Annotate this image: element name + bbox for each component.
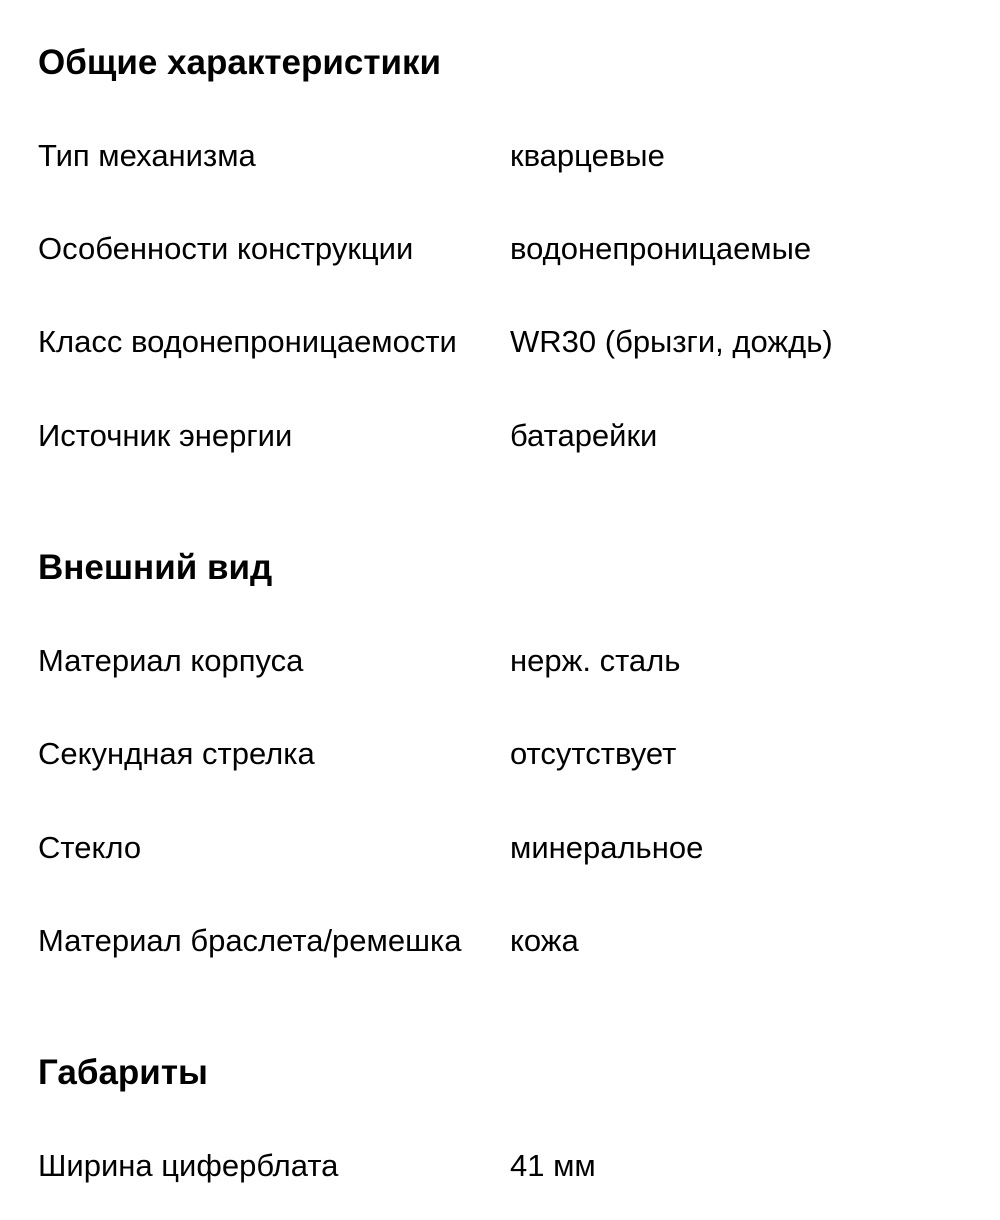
- spec-row: [38, 641, 958, 681]
- section-title: Внешний вид: [38, 548, 273, 587]
- spec-row: [38, 828, 958, 868]
- section-title: Общие характеристики: [38, 43, 442, 82]
- spec-key: Материал браслета/ремешка: [38, 923, 462, 958]
- spec-key: Ширина циферблата: [38, 1148, 339, 1183]
- spec-row: [38, 1146, 958, 1186]
- spec-key: Класс водонепроницаемости: [38, 324, 457, 359]
- spec-key: Стекло: [38, 830, 142, 865]
- spec-value: водонепроницаемые: [510, 231, 812, 266]
- section-dimensions: [38, 1053, 958, 1093]
- spec-value: 41 мм: [510, 1148, 596, 1183]
- section-appearance: [38, 548, 958, 588]
- spec-key: Секундная стрелка: [38, 736, 315, 771]
- spec-row: [38, 734, 958, 774]
- spec-row: [38, 322, 958, 362]
- spec-value: отсутствует: [510, 736, 677, 771]
- spec-row: [38, 229, 958, 269]
- spec-value: минеральное: [510, 830, 704, 865]
- section-title: Габариты: [38, 1053, 208, 1092]
- spec-key: Особенности конструкции: [38, 231, 414, 266]
- spec-row: [38, 416, 958, 456]
- spec-key: Материал корпуса: [38, 643, 304, 678]
- spec-row: [38, 136, 958, 176]
- spec-value: кварцевые: [510, 138, 665, 173]
- section-general: [38, 43, 958, 83]
- spec-value: батарейки: [510, 418, 658, 453]
- spec-value: нерж. сталь: [510, 643, 681, 678]
- spec-value: кожа: [510, 923, 579, 958]
- spec-row: [38, 921, 958, 961]
- spec-key: Источник энергии: [38, 418, 293, 453]
- spec-value: WR30 (брызги, дождь): [510, 324, 833, 359]
- spec-key: Тип механизма: [38, 138, 256, 173]
